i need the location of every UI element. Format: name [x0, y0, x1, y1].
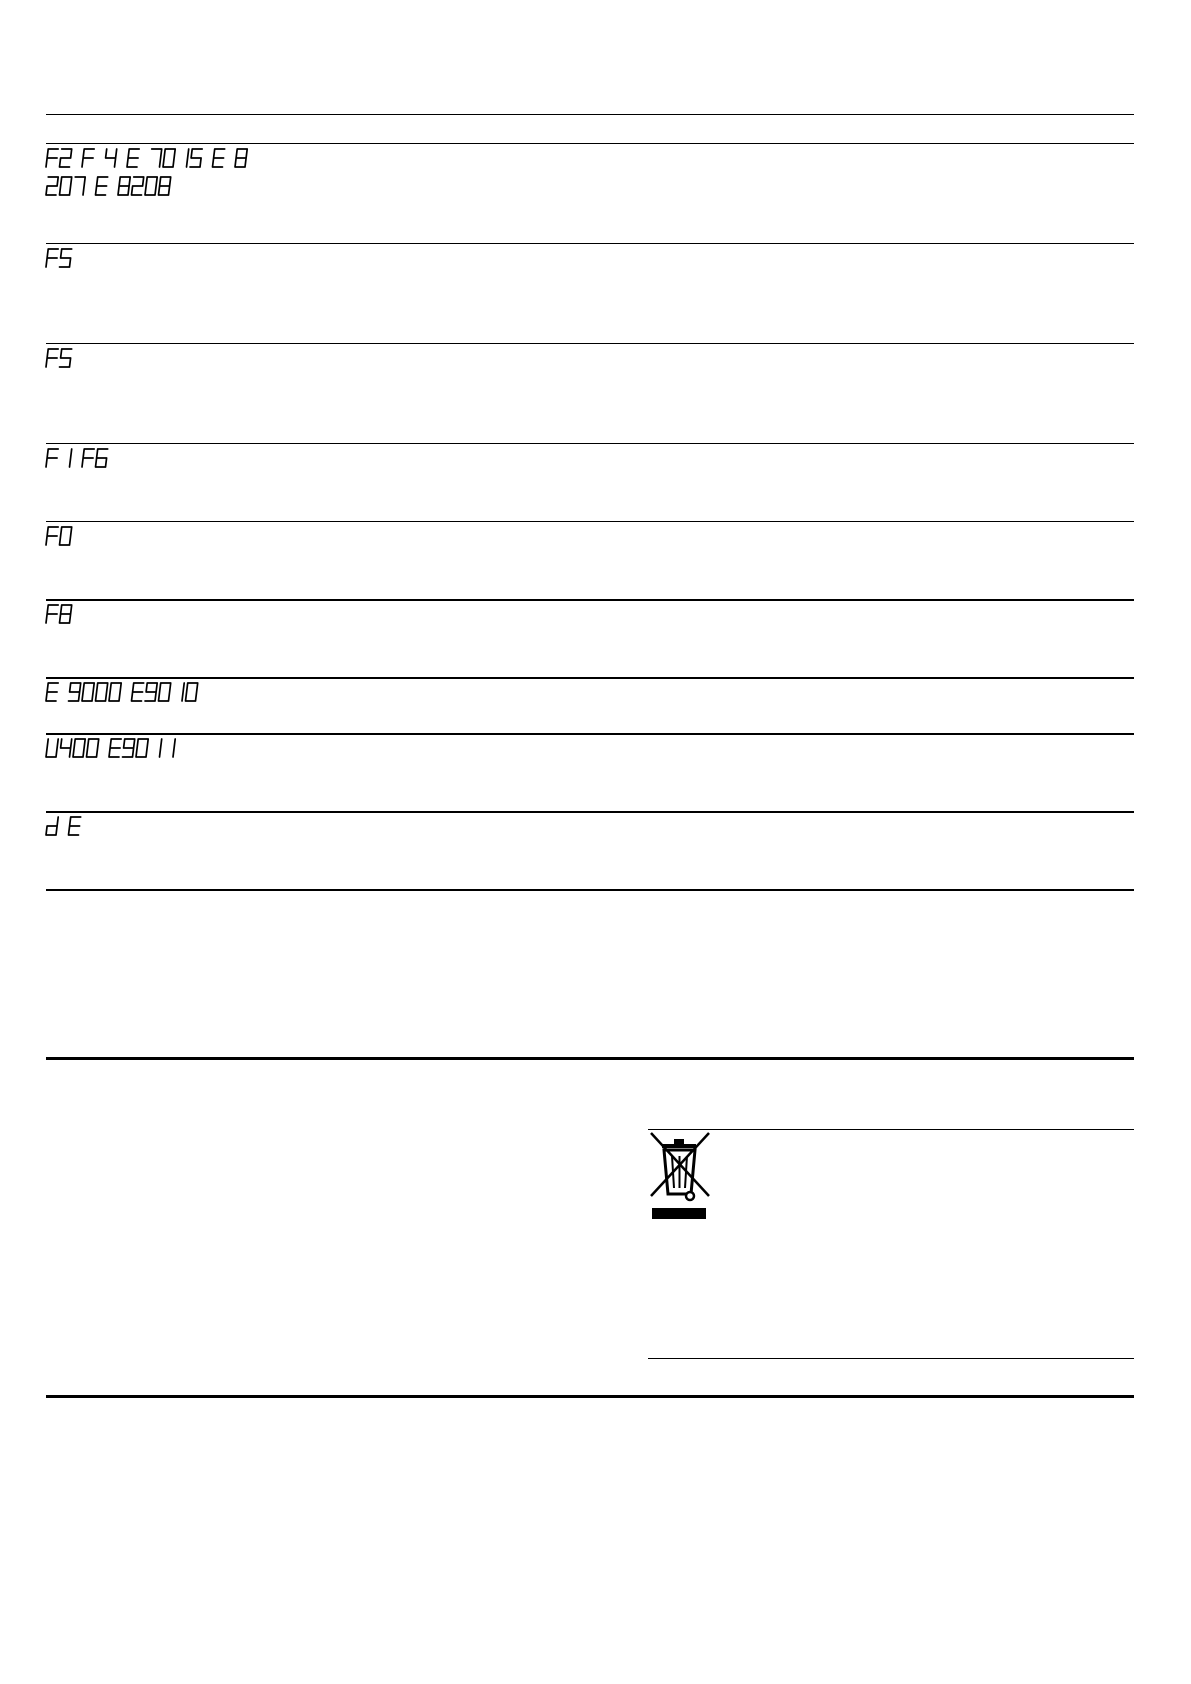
seven-segment-glyph	[109, 683, 121, 701]
disposal-box-top-rule	[648, 1129, 1134, 1130]
fault-code	[46, 525, 75, 553]
seven-segment-glyph	[82, 449, 94, 467]
fault-code	[46, 347, 75, 375]
fault-code	[46, 603, 75, 631]
section-separator	[46, 1395, 1134, 1398]
seven-segment-glyph	[235, 149, 247, 167]
seven-segment-glyph	[60, 605, 72, 623]
fault-code-cell	[46, 247, 75, 275]
fault-code	[46, 447, 111, 475]
seven-segment-glyph	[75, 177, 85, 195]
seven-segment-glyph	[96, 177, 108, 195]
seven-segment-code	[46, 737, 179, 761]
fault-code-cell	[46, 815, 84, 843]
seven-segment-glyph	[46, 817, 58, 835]
seven-segment-glyph	[152, 149, 162, 167]
seven-segment-glyph	[145, 683, 157, 701]
seven-segment-glyph	[190, 149, 202, 167]
seven-segment-glyph	[46, 683, 58, 701]
seven-segment-glyph	[118, 177, 130, 195]
row-divider	[46, 677, 1134, 679]
seven-segment-glyph	[46, 249, 58, 267]
fault-code	[46, 147, 251, 175]
seven-segment-glyph	[73, 739, 85, 757]
seven-segment-glyph	[60, 349, 72, 367]
seven-segment-glyph	[60, 527, 72, 545]
seven-segment-glyph	[159, 683, 171, 701]
seven-segment-glyph	[46, 177, 58, 195]
seven-segment-code	[46, 247, 75, 271]
seven-segment-glyph	[46, 527, 58, 545]
seven-segment-glyph	[69, 683, 81, 701]
seven-segment-glyph	[182, 683, 184, 701]
row-divider	[46, 243, 1134, 244]
seven-segment-glyph	[136, 739, 148, 757]
fault-code	[46, 815, 84, 843]
seven-segment-glyph	[46, 739, 58, 757]
seven-segment-glyph	[82, 149, 94, 167]
seven-segment-glyph	[132, 177, 144, 195]
section-separator	[46, 1057, 1134, 1060]
seven-segment-glyph	[96, 449, 108, 467]
seven-segment-code	[46, 147, 251, 171]
seven-segment-glyph	[160, 739, 162, 757]
seven-segment-code	[46, 815, 84, 839]
seven-segment-glyph	[106, 149, 117, 167]
fault-code-cell	[46, 147, 251, 203]
row-divider	[46, 521, 1134, 522]
seven-segment-glyph	[187, 149, 189, 167]
seven-segment-glyph	[60, 177, 72, 195]
fault-code-cell	[46, 737, 179, 765]
fault-code	[46, 175, 251, 203]
seven-segment-glyph	[163, 149, 175, 167]
table-header-rule	[46, 143, 1134, 144]
seven-segment-glyph	[132, 683, 144, 701]
seven-segment-glyph	[60, 149, 72, 167]
seven-segment-glyph	[186, 683, 198, 701]
fault-code	[46, 681, 201, 709]
seven-segment-glyph	[123, 739, 135, 757]
seven-segment-glyph	[46, 449, 58, 467]
seven-segment-glyph	[96, 683, 108, 701]
seven-segment-glyph	[60, 249, 72, 267]
seven-segment-glyph	[109, 739, 121, 757]
seven-segment-glyph	[87, 739, 99, 757]
seven-segment-glyph	[70, 449, 72, 467]
seven-segment-code	[46, 681, 201, 705]
fault-code	[46, 737, 179, 765]
seven-segment-glyph	[46, 149, 58, 167]
seven-segment-glyph	[46, 605, 58, 623]
weee-crossed-out-bin-icon	[648, 1130, 712, 1220]
fault-code-cell	[46, 603, 75, 631]
seven-segment-glyph	[213, 149, 225, 167]
seven-segment-glyph	[69, 817, 81, 835]
table-bottom-rule	[46, 889, 1134, 891]
seven-segment-code	[46, 603, 75, 627]
row-divider	[46, 343, 1134, 344]
fault-code	[46, 247, 75, 275]
seven-segment-glyph	[159, 177, 171, 195]
seven-segment-glyph	[61, 739, 72, 757]
seven-segment-glyph	[145, 177, 157, 195]
fault-code-cell	[46, 681, 201, 709]
table-top-rule	[46, 114, 1134, 115]
seven-segment-glyph	[82, 683, 94, 701]
seven-segment-code	[46, 525, 75, 549]
disposal-box-bottom-rule	[648, 1358, 1134, 1359]
fault-code-cell	[46, 525, 75, 553]
row-divider	[46, 733, 1134, 735]
seven-segment-code	[46, 347, 75, 371]
seven-segment-code	[46, 175, 174, 199]
seven-segment-code	[46, 447, 111, 471]
fault-code-cell	[46, 347, 75, 375]
seven-segment-glyph	[46, 349, 58, 367]
fault-code-cell	[46, 447, 111, 475]
row-divider	[46, 599, 1134, 601]
row-divider	[46, 811, 1134, 813]
row-divider	[46, 443, 1134, 444]
seven-segment-glyph	[127, 149, 139, 167]
seven-segment-glyph	[173, 739, 175, 757]
